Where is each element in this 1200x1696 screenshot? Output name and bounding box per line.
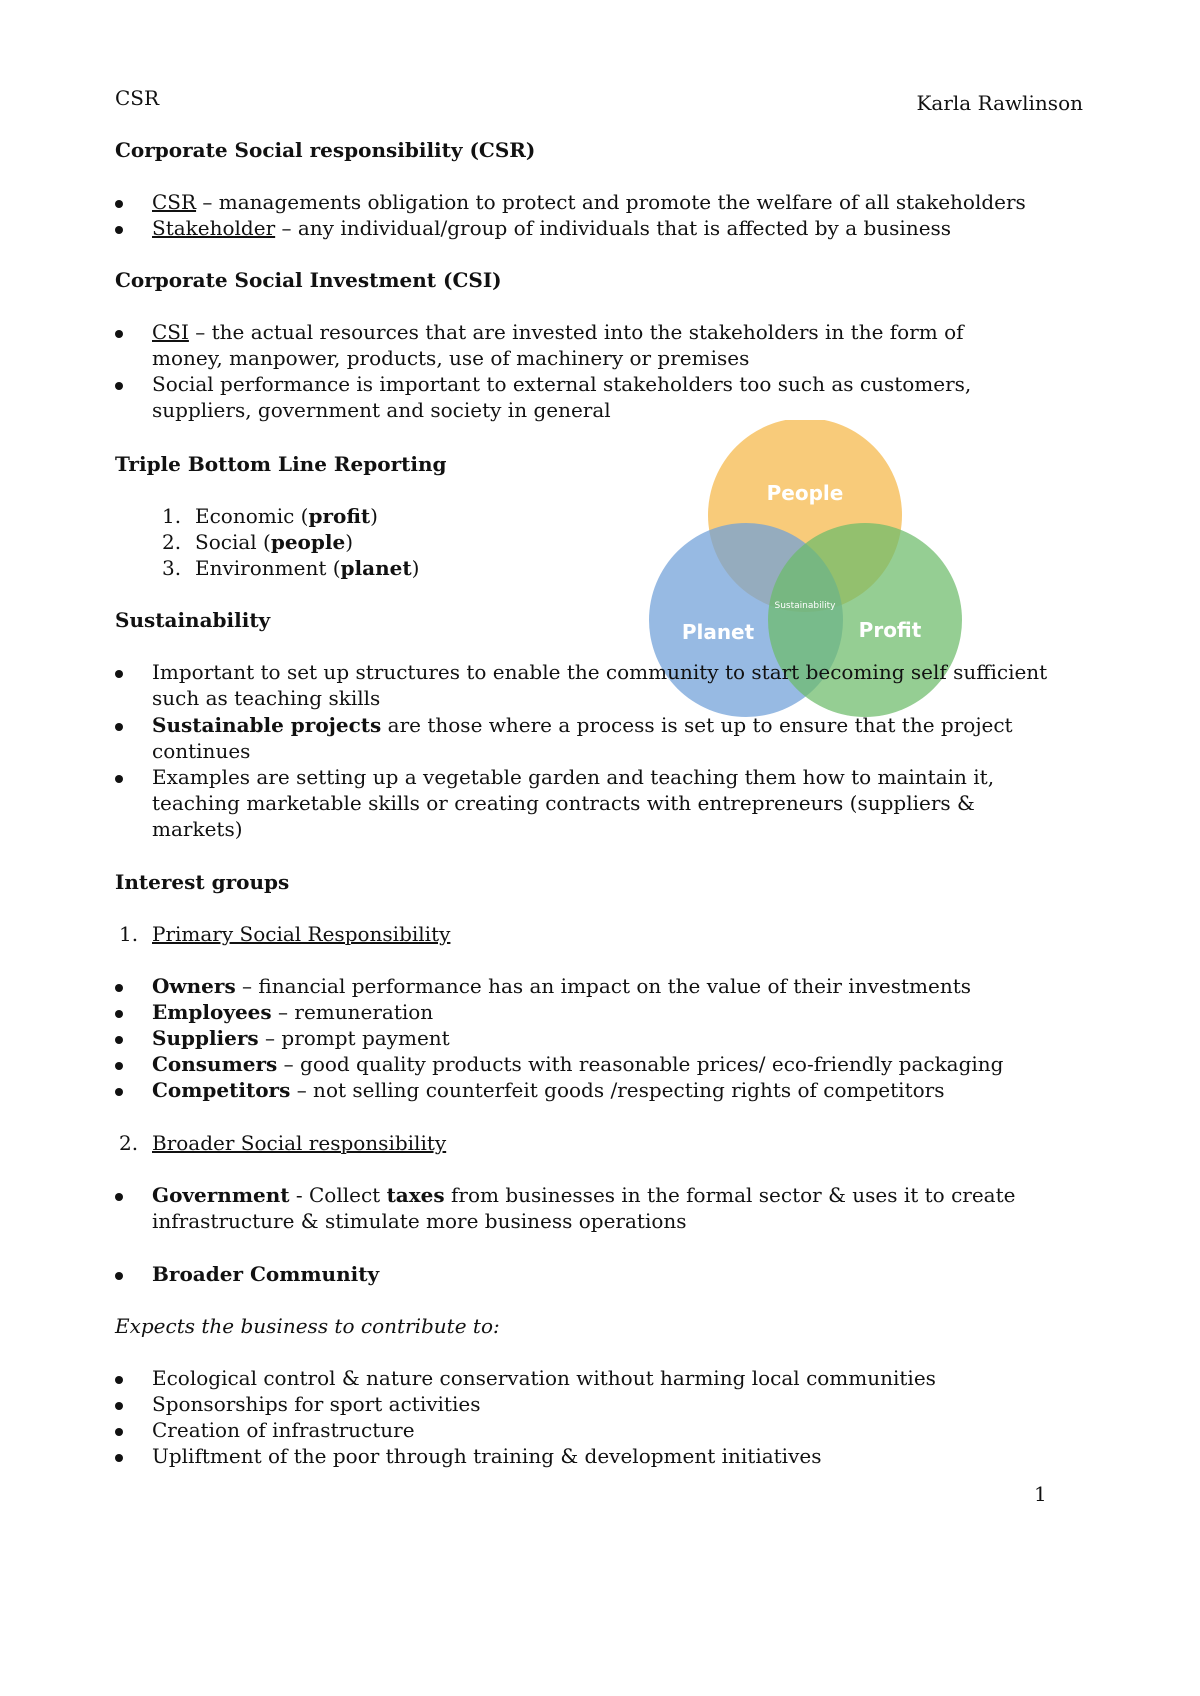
- list-item: Suppliers – prompt payment: [152, 1026, 450, 1050]
- numbered-subheading: 2. Broader Social responsibility: [119, 1131, 447, 1155]
- venn-label-profit: Profit: [858, 618, 922, 642]
- list-item-continuation: markets): [152, 817, 243, 841]
- list-item: CSR – managements obligation to protect and promote the welfare of all stakeholders: [152, 190, 1026, 214]
- heading-interest-groups: Interest groups: [115, 870, 290, 894]
- venn-label-sustainability: Sustainability: [774, 601, 836, 611]
- list-item: Owners – financial performance has an impact on the value of their investments: [152, 974, 972, 998]
- heading-sustainability: Sustainability: [115, 608, 271, 632]
- numbered-item: 1. Economic (profit): [162, 504, 378, 528]
- list-item-continuation: suppliers, government and society in general: [152, 398, 611, 422]
- list-item: Broader Community: [152, 1262, 380, 1286]
- header-left: CSR: [115, 86, 160, 110]
- list-item: Sponsorships for sport activities: [152, 1392, 481, 1416]
- numbered-subheading: 1. Primary Social Responsibility: [119, 922, 451, 946]
- list-item: Government - Collect taxes from businesses in the formal sector & uses it to create: [152, 1183, 1016, 1207]
- list-item-continuation: infrastructure & stimulate more business operations: [152, 1209, 687, 1233]
- list-item: Competitors – not selling counterfeit goods /respecting rights of competitors: [152, 1078, 945, 1102]
- numbered-item: 2. Social (people): [162, 530, 353, 554]
- list-item: Ecological control & nature conservation without harming local communities: [152, 1366, 936, 1390]
- list-item: Creation of infrastructure: [152, 1418, 415, 1442]
- list-item: Stakeholder – any individual/group of individuals that is affected by a business: [152, 216, 952, 240]
- list-item: Sustainable projects are those where a process is set up to ensure that the project: [152, 713, 1013, 737]
- list-item-continuation: such as teaching skills: [152, 686, 381, 710]
- heading-csr: Corporate Social responsibility (CSR): [115, 138, 536, 162]
- header-right: Karla Rawlinson: [916, 91, 1083, 115]
- list-item-continuation: continues: [152, 739, 251, 763]
- numbered-item: 3. Environment (planet): [162, 556, 420, 580]
- italic-note: Expects the business to contribute to:: [115, 1314, 500, 1338]
- list-item: Important to set up structures to enable the community to start becoming self sufficient: [152, 660, 1048, 684]
- list-item-continuation: money, manpower, products, use of machinery or premises: [152, 346, 750, 370]
- list-item: CSI – the actual resources that are invested into the stakeholders in the form of: [152, 320, 964, 344]
- list-item: Upliftment of the poor through training & development initiatives: [152, 1444, 822, 1468]
- list-item: Consumers – good quality products with reasonable prices/ eco-friendly packaging: [152, 1052, 1004, 1076]
- heading-tbl: Triple Bottom Line Reporting: [115, 452, 447, 476]
- list-item: Employees – remuneration: [152, 1000, 434, 1024]
- page-number: 1: [1034, 1482, 1047, 1506]
- list-item-continuation: teaching marketable skills or creating contracts with entrepreneurs (suppliers &: [152, 791, 975, 815]
- venn-label-planet: Planet: [681, 620, 755, 644]
- list-item: Social performance is important to external stakeholders too such as customers,: [152, 372, 972, 396]
- list-item: Examples are setting up a vegetable garden and teaching them how to maintain it,: [152, 765, 995, 789]
- heading-csi: Corporate Social Investment (CSI): [115, 268, 502, 292]
- venn-label-people: People: [766, 481, 844, 505]
